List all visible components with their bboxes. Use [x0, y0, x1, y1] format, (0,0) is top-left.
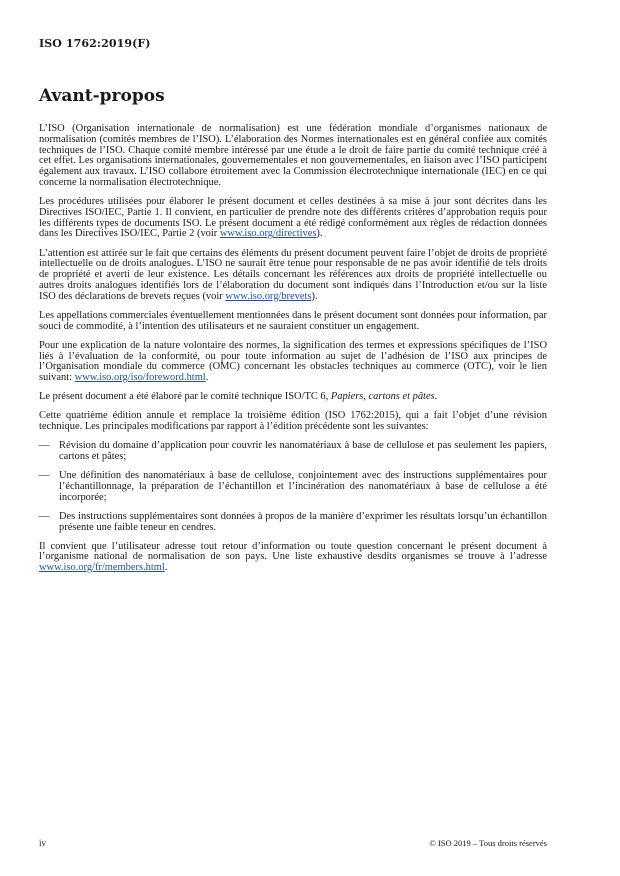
- list-item: [39, 471, 547, 503]
- paragraph-edition: Cette quatrième édition annule et remplace la troisième édition (ISO 1762:2015), qui a fait l’objet d’une révision technique. Les principales modifications par rapport à l’édition précédente sont les suivantes:: [39, 410, 547, 433]
- list-dash: —: [39, 470, 50, 482]
- standard-reference: ISO 1762:2019(F): [39, 37, 151, 50]
- list-item-text: Révision du domaine d’application pour couvrir les nanomatériaux à base de cellulose et pas seulement les papiers, cartons et pâtes;: [59, 440, 547, 462]
- link-foreword[interactable]: www.iso.org/iso/foreword.html: [74, 372, 206, 384]
- paragraph-patents: L’attention est attirée sur le fait que certains des éléments du présent document peuvent faire l’objet de droits de propriété intellectuelle ou de droits analogues. L’ISO ne saurait être tenue pour responsable de ne pas avoir identifié de tels droits de propriété et averti de leur existence. Les détails concernant les références aux droits de propriété intellectuelle ou autres droits analogues identifiés lors de l’élaboration du document sont indiqués dans l’Introduction et/ou sur la liste ISO des déclarations de brevets reçues (voir www.iso.org/brevets).: [39, 247, 547, 302]
- paragraph-procedures: Les procédures utilisées pour élaborer le présent document et celles destinées à sa mise à jour sont décrites dans les Directives ISO/IEC, Partie 1. Il convient, en particulier de prendre note des différents critères d’approbation requis pour les différents types de documents ISO. Le présent document a été rédigé conformément aux règles de rédaction données dans les Directives ISO/IEC, Partie 2 (voir www.iso.org/directives).: [39, 196, 547, 240]
- list-item-text: Une définition des nanomatériaux à base de cellulose, conjointement avec des instructions supplémentaires pour l’échantillonnage, la préparation de l’échantillon et l’incinération des nanomatériaux à base de cellulose a été incorporée;: [59, 470, 547, 503]
- list-item-text: Des instructions supplémentaires sont données à propos de la manière d’exprimer les résultats lorsqu’un échantillon présente une faible teneur en cendres.: [59, 510, 547, 533]
- link-brevets[interactable]: www.iso.org/brevets: [225, 290, 312, 302]
- paragraph-voluntary-nature: Pour une explication de la nature volontaire des normes, la signification des termes et expressions spécifiques de l’ISO liés à l’évaluation de la conformité, ou pour toute information au sujet de l’adhésion de l’ISO aux principes de l’Organisation mondiale du commerce (OMC) concernant les obstacles techniques au commerce (OTC), voir le lien suivant: www.iso.org/iso/foreword.html.: [39, 339, 547, 384]
- list-item: [39, 441, 547, 463]
- copyright-notice: © ISO 2019 – Tous droits réservés: [429, 838, 547, 848]
- page-number: iv: [39, 838, 47, 848]
- paragraph-organisation: L’ISO (Organisation internationale de normalisation) est une fédération mondiale d’organismes nationaux de normalisation (comités membres de l’ISO). L’élaboration des Normes internationales est en général confiée aux comités techniques de l’ISO. Chaque comité membre intéressé par une étude a le droit de faire partie du comité technique créé à cet effet. Les organisations internationales, gouvernementales et non gouvernementales, en liaison avec l’ISO participent également aux travaux. L’ISO collabore étroitement avec la Commission électrotechnique internationale (IEC) en ce qui concerne la normalisation électrotechnique.: [39, 123, 547, 188]
- link-directives[interactable]: www.iso.org/directives: [219, 228, 317, 240]
- list-dash: —: [39, 440, 50, 452]
- paragraph-feedback: Il convient que l’utilisateur adresse tout retour d’information ou toute question concernant le présent document à l’organisme national de normalisation de son pays. Une liste exhaustive desdits organismes se trouve à l’adresse www.iso.org/fr/members.html.: [39, 540, 547, 574]
- paragraph-committee: Le présent document a été élaboré par le comité technique ISO/TC 6, Papiers, cartons et pâtes.: [39, 391, 438, 403]
- list-item: [39, 512, 547, 534]
- list-dash: —: [39, 510, 50, 522]
- page-title: Avant-propos: [39, 86, 165, 106]
- paragraph-trade-names: Les appellations commerciales éventuellement mentionnées dans le présent document sont données pour information, par souci de commodité, à l’intention des utilisateurs et ne sauraient constituer un engagement.: [39, 309, 547, 332]
- link-members[interactable]: www.iso.org/fr/members.html: [39, 562, 165, 574]
- foreword-body: [39, 124, 547, 582]
